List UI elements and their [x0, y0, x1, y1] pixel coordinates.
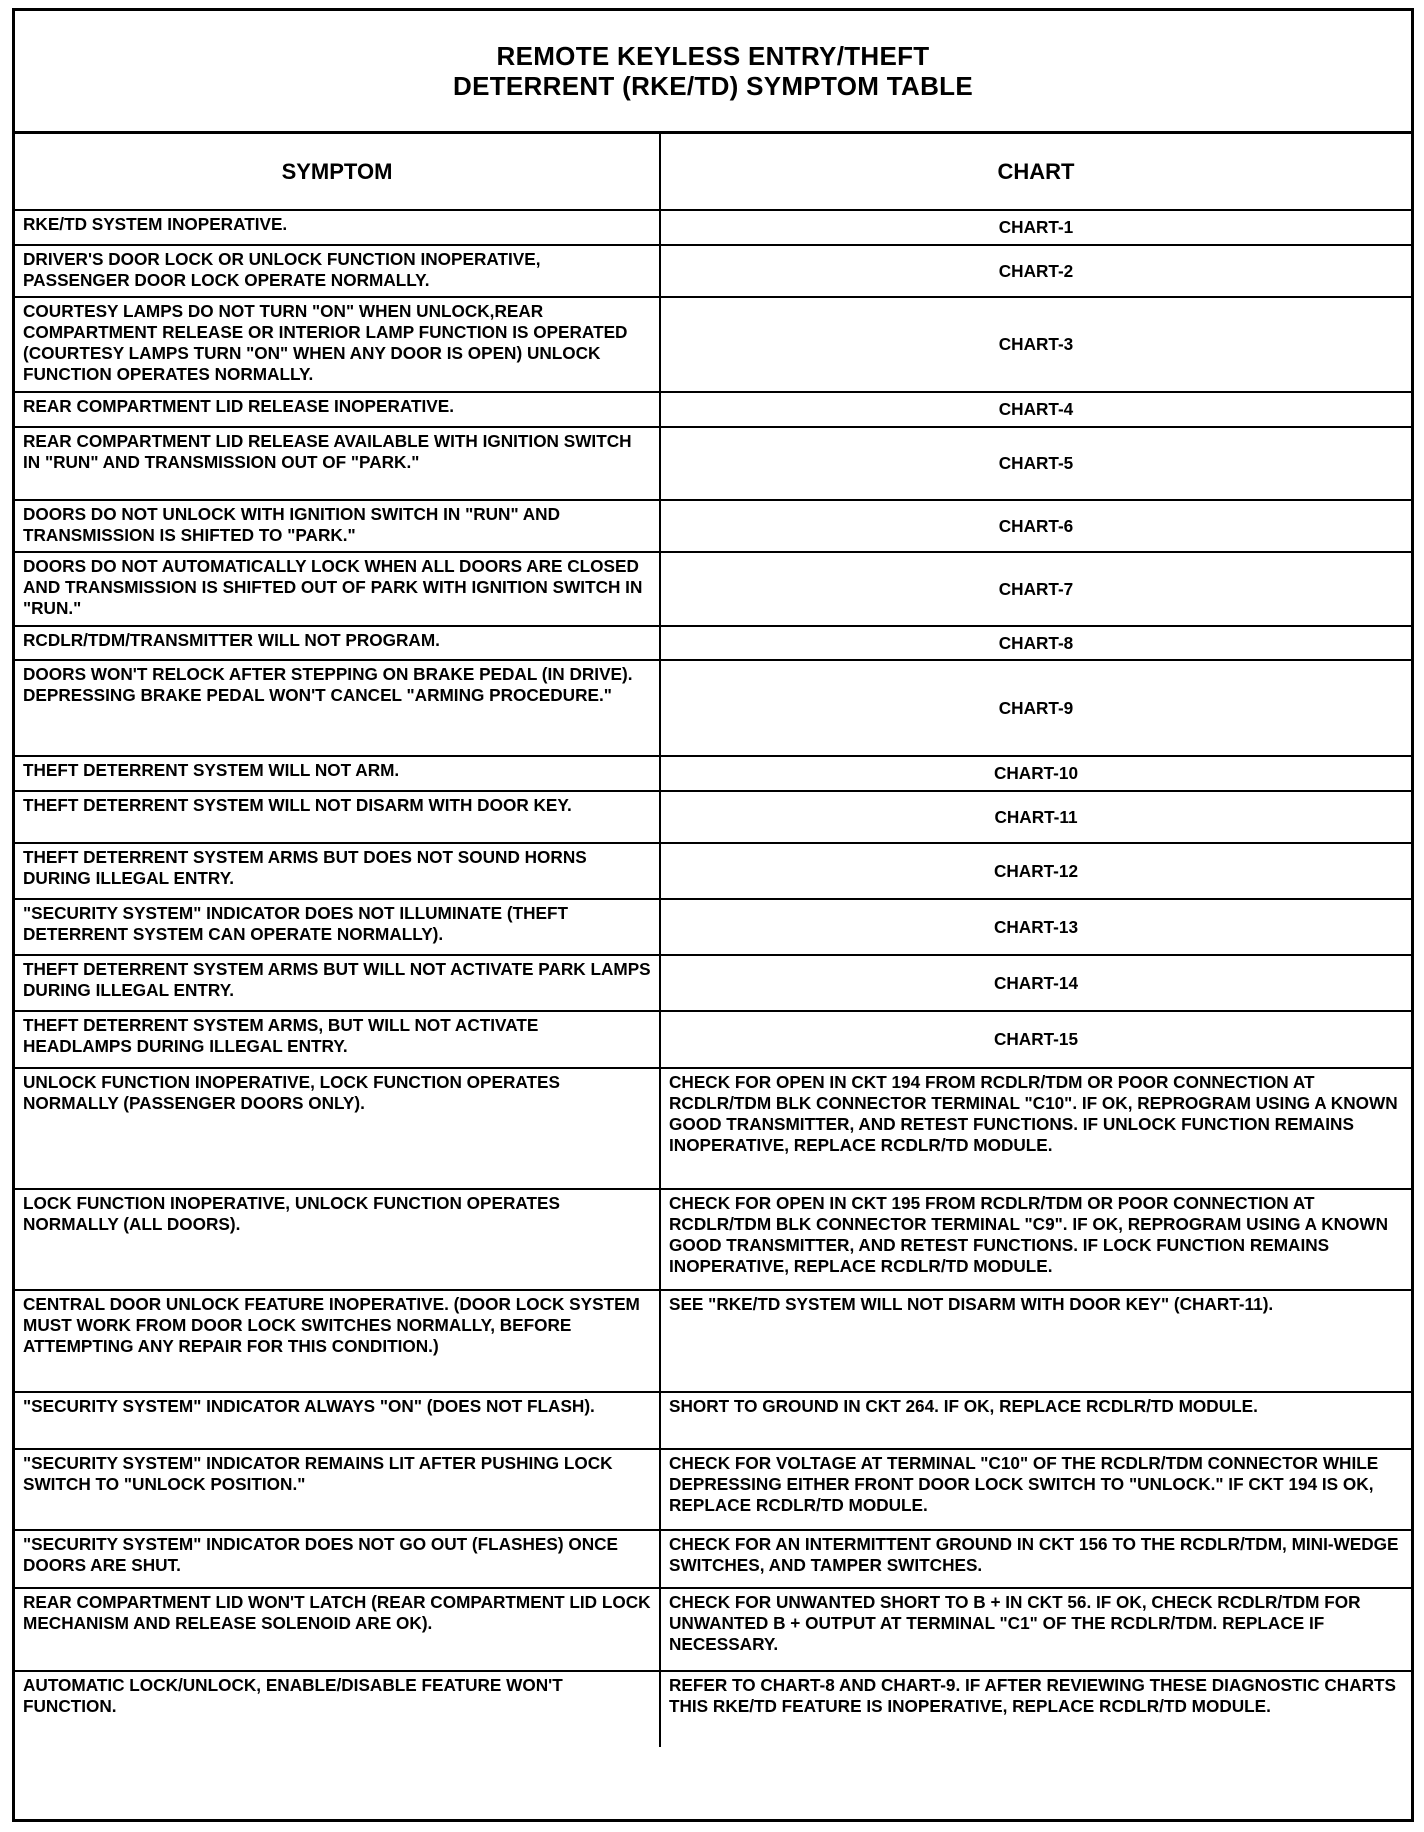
symptom-column-header: SYMPTOM: [15, 134, 660, 210]
table-row: [15, 392, 1411, 427]
symptom-cell: AUTOMATIC LOCK/UNLOCK, ENABLE/DISABLE FEATURE WON'T FUNCTION.: [15, 1671, 660, 1747]
table-row: [15, 1449, 1411, 1530]
symptom-cell: DRIVER'S DOOR LOCK OR UNLOCK FUNCTION INOPERATIVE, PASSENGER DOOR LOCK OPERATE NORMALLY.: [15, 245, 660, 297]
table-row: [15, 500, 1411, 552]
symptom-cell: THEFT DETERRENT SYSTEM WILL NOT ARM.: [15, 756, 660, 791]
table-row: [15, 297, 1411, 392]
diagnosis-note-cell: CHECK FOR AN INTERMITTENT GROUND IN CKT 156 TO THE RCDLR/TDM, MINI-WEDGE SWITCHES, AND TAMPER SWITCHES.: [660, 1530, 1411, 1588]
symptom-cell: "SECURITY SYSTEM" INDICATOR ALWAYS "ON" (DOES NOT FLASH).: [15, 1392, 660, 1449]
chart-cell: CHART-15: [660, 1011, 1411, 1068]
table-row: [15, 660, 1411, 756]
symptom-cell: COURTESY LAMPS DO NOT TURN "ON" WHEN UNLOCK,REAR COMPARTMENT RELEASE OR INTERIOR LAMP FUNCTION IS OPERATED (COURTESY LAMPS TURN "ON" WHEN ANY DOOR IS OPEN) UNLOCK FUNCTION OPERATES NORMALLY.: [15, 297, 660, 392]
symptom-line: DOORS WON'T RELOCK AFTER STEPPING ON BRAKE PEDAL (IN DRIVE).: [23, 664, 633, 684]
table-row: [15, 955, 1411, 1011]
table-row: [15, 245, 1411, 297]
symptom-cell: CENTRAL DOOR UNLOCK FEATURE INOPERATIVE. (DOOR LOCK SYSTEM MUST WORK FROM DOOR LOCK SWITCHES NORMALLY, BEFORE ATTEMPTING ANY REPAIR FOR THIS CONDITION.): [15, 1290, 660, 1392]
chart-cell: CHART-2: [660, 245, 1411, 297]
symptom-cell: REAR COMPARTMENT LID WON'T LATCH (REAR COMPARTMENT LID LOCK MECHANISM AND RELEASE SOLENOID ARE OK).: [15, 1588, 660, 1671]
table-row: [15, 1068, 1411, 1189]
symptom-cell: "SECURITY SYSTEM" INDICATOR DOES NOT ILLUMINATE (THEFT DETERRENT SYSTEM CAN OPERATE NORMALLY).: [15, 899, 660, 955]
symptom-cell: THEFT DETERRENT SYSTEM ARMS BUT DOES NOT SOUND HORNS DURING ILLEGAL ENTRY.: [15, 843, 660, 899]
symptom-cell: DOORS DO NOT UNLOCK WITH IGNITION SWITCH IN "RUN" AND TRANSMISSION IS SHIFTED TO "PARK.": [15, 500, 660, 552]
table-row: [15, 1671, 1411, 1747]
symptom-cell: "SECURITY SYSTEM" INDICATOR DOES NOT GO OUT (FLASHES) ONCE DOORS ARE SHUT.: [15, 1530, 660, 1588]
symptom-cell: UNLOCK FUNCTION INOPERATIVE, LOCK FUNCTION OPERATES NORMALLY (PASSENGER DOORS ONLY).: [15, 1068, 660, 1189]
chart-cell: CHART-3: [660, 297, 1411, 392]
table-row: [15, 1392, 1411, 1449]
chart-cell: CHART-13: [660, 899, 1411, 955]
diagnosis-note-cell: CHECK FOR UNWANTED SHORT TO B + IN CKT 56. IF OK, CHECK RCDLR/TDM FOR UNWANTED B + OUTPUT AT TERMINAL "C1" OF THE RCDLR/TDM. REPLACE IF NECESSARY.: [660, 1588, 1411, 1671]
chart-column-header: CHART: [660, 134, 1411, 210]
symptom-cell: THEFT DETERRENT SYSTEM WILL NOT DISARM WITH DOOR KEY.: [15, 791, 660, 843]
table-row: [15, 427, 1411, 500]
table-row: [15, 791, 1411, 843]
table-row: [15, 210, 1411, 245]
table-row: [15, 843, 1411, 899]
table-row: [15, 899, 1411, 955]
symptom-cell: [15, 660, 660, 756]
chart-cell: CHART-5: [660, 427, 1411, 500]
chart-cell: CHART-9: [660, 660, 1411, 756]
chart-cell: CHART-8: [660, 626, 1411, 660]
table-row: [15, 1530, 1411, 1588]
symptom-cell: THEFT DETERRENT SYSTEM ARMS, BUT WILL NOT ACTIVATE HEADLAMPS DURING ILLEGAL ENTRY.: [15, 1011, 660, 1068]
diagnosis-note-cell: SHORT TO GROUND IN CKT 264. IF OK, REPLACE RCDLR/TD MODULE.: [660, 1392, 1411, 1449]
symptom-cell: RKE/TD SYSTEM INOPERATIVE.: [15, 210, 660, 245]
symptom-cell: REAR COMPARTMENT LID RELEASE INOPERATIVE.: [15, 392, 660, 427]
table-row: [15, 626, 1411, 660]
symptom-cell: RCDLR/TDM/TRANSMITTER WILL NOT PROGRAM.: [15, 626, 660, 660]
table-row: [15, 1588, 1411, 1671]
chart-cell: CHART-12: [660, 843, 1411, 899]
chart-cell: CHART-6: [660, 500, 1411, 552]
symptom-table: [15, 134, 1411, 1747]
symptom-cell: THEFT DETERRENT SYSTEM ARMS BUT WILL NOT ACTIVATE PARK LAMPS DURING ILLEGAL ENTRY.: [15, 955, 660, 1011]
symptom-cell: REAR COMPARTMENT LID RELEASE AVAILABLE WITH IGNITION SWITCH IN "RUN" AND TRANSMISSION OUT OF "PARK.": [15, 427, 660, 500]
table-row: [15, 552, 1411, 626]
symptom-cell: DOORS DO NOT AUTOMATICALLY LOCK WHEN ALL DOORS ARE CLOSED AND TRANSMISSION IS SHIFTED OUT OF PARK WITH IGNITION SWITCH IN "RUN.": [15, 552, 660, 626]
table-row: [15, 1189, 1411, 1290]
chart-cell: CHART-11: [660, 791, 1411, 843]
table-row: [15, 1290, 1411, 1392]
diagnosis-note-cell: REFER TO CHART-8 AND CHART-9. IF AFTER REVIEWING THESE DIAGNOSTIC CHARTS THIS RKE/TD FEATURE IS INOPERATIVE, REPLACE RCDLR/TD MODULE.: [660, 1671, 1411, 1747]
symptom-cell: LOCK FUNCTION INOPERATIVE, UNLOCK FUNCTION OPERATES NORMALLY (ALL DOORS).: [15, 1189, 660, 1290]
symptom-line: DEPRESSING BRAKE PEDAL WON'T CANCEL "ARMING PROCEDURE.": [23, 685, 612, 705]
diagnosis-note-cell: CHECK FOR VOLTAGE AT TERMINAL "C10" OF THE RCDLR/TDM CONNECTOR WHILE DEPRESSING EITHER FRONT DOOR LOCK SWITCH TO "UNLOCK." IF CKT 194 IS OK, REPLACE RCDLR/TD MODULE.: [660, 1449, 1411, 1530]
title-line-1: REMOTE KEYLESS ENTRY/THEFT: [496, 41, 930, 71]
diagnosis-note-cell: CHECK FOR OPEN IN CKT 194 FROM RCDLR/TDM OR POOR CONNECTION AT RCDLR/TDM BLK CONNECTOR TERMINAL "C10". IF OK, REPROGRAM USING A KNOWN GOOD TRANSMITTER, AND RETEST FUNCTIONS. IF UNLOCK FUNCTION REMAINS INOPERATIVE, REPLACE RCDLR/TD MODULE.: [660, 1068, 1411, 1189]
symptom-table-document: [12, 8, 1414, 1822]
chart-cell: CHART-1: [660, 210, 1411, 245]
chart-cell: CHART-14: [660, 955, 1411, 1011]
title-line-2: DETERRENT (RKE/TD) SYMPTOM TABLE: [453, 71, 973, 101]
table-header-row: [15, 134, 1411, 210]
symptom-cell: "SECURITY SYSTEM" INDICATOR REMAINS LIT AFTER PUSHING LOCK SWITCH TO "UNLOCK POSITION.": [15, 1449, 660, 1530]
table-row: [15, 756, 1411, 791]
diagnosis-note-cell: SEE "RKE/TD SYSTEM WILL NOT DISARM WITH DOOR KEY" (CHART-11).: [660, 1290, 1411, 1392]
diagnosis-note-cell: CHECK FOR OPEN IN CKT 195 FROM RCDLR/TDM OR POOR CONNECTION AT RCDLR/TDM BLK CONNECTOR TERMINAL "C9". IF OK, REPROGRAM USING A KNOWN GOOD TRANSMITTER, AND RETEST FUNCTIONS. IF LOCK FUNCTION REMAINS INOPERATIVE, REPLACE RCDLR/TD MODULE.: [660, 1189, 1411, 1290]
document-title: [15, 11, 1411, 134]
chart-cell: CHART-10: [660, 756, 1411, 791]
chart-cell: CHART-7: [660, 552, 1411, 626]
table-row: [15, 1011, 1411, 1068]
chart-cell: CHART-4: [660, 392, 1411, 427]
